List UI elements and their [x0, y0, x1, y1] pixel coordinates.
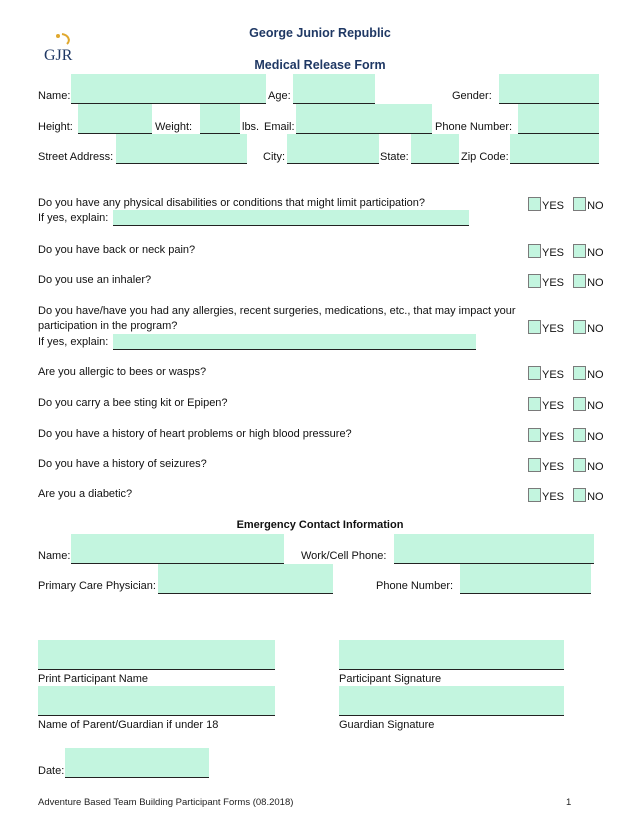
street-field[interactable]: [116, 134, 247, 164]
question-text: Are you a diabetic?: [38, 488, 133, 500]
participant-signature-field[interactable]: [339, 640, 564, 670]
physician-phone-underline: [460, 593, 591, 594]
participant-signature-label: Participant Signature: [339, 673, 442, 685]
parent-name-field[interactable]: [38, 686, 275, 716]
question-text: Do you have back or neck pain?: [38, 244, 196, 256]
no-label: NO: [587, 431, 604, 443]
question-text: Do you have any physical disabilities or conditions that might limit participation?: [38, 197, 426, 209]
gender-label: Gender:: [452, 90, 492, 102]
explain-field[interactable]: [113, 210, 469, 225]
explain-label: If yes, explain:: [38, 212, 109, 224]
name-field[interactable]: [71, 74, 266, 104]
question-text: Do you have a history of seizures?: [38, 458, 207, 470]
question-text: Do you use an inhaler?: [38, 274, 152, 286]
state-field[interactable]: [411, 134, 459, 164]
city-underline: [287, 163, 379, 164]
yes-no-group: [528, 428, 604, 443]
explain-underline: [113, 225, 469, 226]
yes-label: YES: [542, 323, 565, 335]
no-checkbox[interactable]: [573, 488, 586, 502]
question-text: Do you have a history of heart problems or high blood pressure?: [38, 428, 352, 440]
weight-field[interactable]: [200, 104, 240, 134]
physician-field[interactable]: [158, 564, 333, 594]
no-checkbox[interactable]: [573, 320, 586, 334]
yes-checkbox[interactable]: [528, 244, 541, 258]
yes-label: YES: [542, 200, 565, 212]
print-name-underline: [38, 669, 275, 670]
yes-checkbox[interactable]: [528, 488, 541, 502]
gender-field[interactable]: [499, 74, 599, 104]
emergency-title: Emergency Contact Information: [236, 519, 404, 531]
yes-checkbox[interactable]: [528, 274, 541, 288]
date-field[interactable]: [65, 748, 209, 778]
print-name-field[interactable]: [38, 640, 275, 670]
no-label: NO: [587, 323, 604, 335]
yes-checkbox[interactable]: [528, 428, 541, 442]
zip-underline: [510, 163, 599, 164]
emergency-name-field[interactable]: [71, 534, 284, 564]
name-label: Name:: [38, 90, 71, 102]
question-text-cont: participation in the program?: [38, 320, 178, 332]
yes-checkbox[interactable]: [528, 397, 541, 411]
no-label: NO: [587, 491, 604, 503]
city-field[interactable]: [287, 134, 379, 164]
question-text: Do you carry a bee sting kit or Epipen?: [38, 397, 228, 409]
yes-checkbox[interactable]: [528, 320, 541, 334]
yes-label: YES: [542, 461, 565, 473]
guardian-signature-underline: [339, 715, 564, 716]
emergency-name-label: Name:: [38, 550, 71, 562]
email-label: Email:: [264, 121, 295, 133]
question-text: Do you have/have you had any allergies, recent surgeries, medications, etc., that may impact your: [38, 305, 516, 317]
state-label: State:: [380, 151, 409, 163]
yes-label: YES: [542, 491, 565, 503]
date-label: Date:: [38, 765, 65, 777]
org-title: George Junior Republic: [249, 26, 391, 40]
question-text: Are you allergic to bees or wasps?: [38, 366, 207, 378]
height-field[interactable]: [78, 104, 152, 134]
work-phone-label: Work/Cell Phone:: [301, 550, 387, 562]
state-underline: [411, 163, 459, 164]
yes-label: YES: [542, 247, 565, 259]
parent-name-underline: [38, 715, 275, 716]
no-checkbox[interactable]: [573, 428, 586, 442]
zip-field[interactable]: [510, 134, 599, 164]
yes-no-group: [528, 274, 604, 289]
work-phone-field[interactable]: [394, 534, 594, 564]
no-label: NO: [587, 200, 604, 212]
explain-label: If yes, explain:: [38, 336, 109, 348]
physician-underline: [158, 593, 333, 594]
print-name-label: Print Participant Name: [38, 673, 149, 685]
yes-no-group: [528, 488, 604, 503]
yes-no-group: [528, 244, 604, 259]
yes-no-group: [528, 320, 604, 335]
no-checkbox[interactable]: [573, 458, 586, 472]
phone-field[interactable]: [518, 104, 599, 134]
city-label: City:: [263, 151, 285, 163]
no-label: NO: [587, 369, 604, 381]
street-underline: [116, 163, 247, 164]
yes-checkbox[interactable]: [528, 366, 541, 380]
yes-label: YES: [542, 431, 565, 443]
page-number: 1: [566, 797, 572, 808]
participant-signature-underline: [339, 669, 564, 670]
age-label: Age:: [268, 90, 291, 102]
yes-label: YES: [542, 400, 565, 412]
yes-checkbox[interactable]: [528, 197, 541, 211]
height-label: Height:: [38, 121, 73, 133]
no-checkbox[interactable]: [573, 244, 586, 258]
no-checkbox[interactable]: [573, 197, 586, 211]
lbs-label: lbs.: [242, 121, 260, 133]
guardian-signature-field[interactable]: [339, 686, 564, 716]
no-checkbox[interactable]: [573, 397, 586, 411]
yes-no-group: [528, 397, 604, 412]
no-label: NO: [587, 400, 604, 412]
no-label: NO: [587, 461, 604, 473]
no-checkbox[interactable]: [573, 274, 586, 288]
yes-label: YES: [542, 277, 565, 289]
date-underline: [65, 777, 209, 778]
no-label: NO: [587, 247, 604, 259]
email-field[interactable]: [296, 104, 432, 134]
age-field[interactable]: [293, 74, 375, 104]
yes-no-group: [528, 197, 604, 212]
street-label: Street Address:: [38, 151, 114, 163]
physician-label: Primary Care Physician:: [38, 580, 156, 592]
explain-field[interactable]: [113, 334, 476, 349]
physician-phone-field[interactable]: [460, 564, 591, 594]
yes-label: YES: [542, 369, 565, 381]
explain-underline: [113, 349, 476, 350]
parent-name-label: Name of Parent/Guardian if under 18: [38, 719, 219, 731]
phone-label: Phone Number:: [435, 121, 513, 133]
form-title: Medical Release Form: [254, 58, 386, 72]
yes-no-group: [528, 366, 604, 381]
no-label: NO: [587, 277, 604, 289]
yes-no-group: [528, 458, 604, 473]
footer-text: Adventure Based Team Building Participant Forms (08.2018): [38, 797, 294, 808]
no-checkbox[interactable]: [573, 366, 586, 380]
yes-checkbox[interactable]: [528, 458, 541, 472]
guardian-signature-label: Guardian Signature: [339, 719, 435, 731]
weight-label: Weight:: [155, 121, 193, 133]
zip-label: Zip Code:: [461, 151, 509, 163]
physician-phone-label: Phone Number:: [376, 580, 454, 592]
logo-text: GJR: [44, 47, 73, 64]
